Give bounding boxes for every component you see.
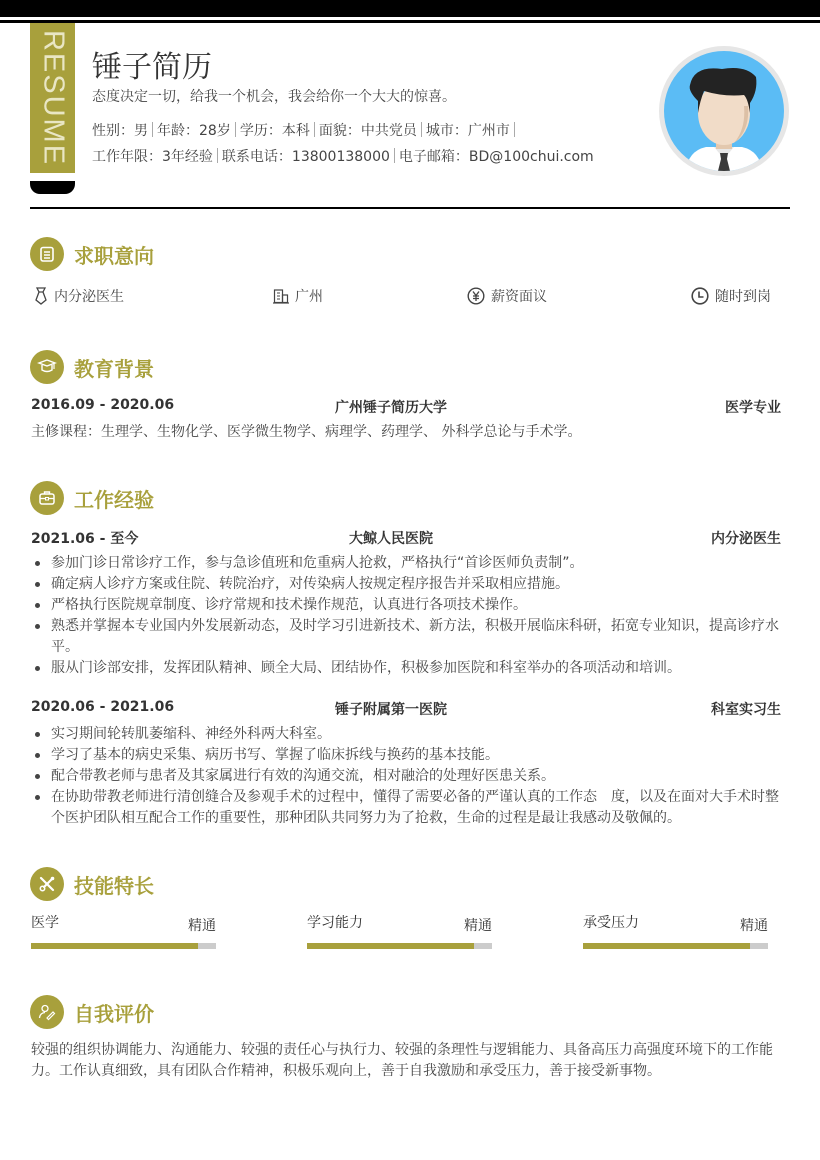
separator bbox=[314, 122, 315, 137]
education-row bbox=[31, 397, 781, 417]
section-self-eval-header bbox=[30, 995, 154, 1029]
section-education-header bbox=[30, 350, 154, 384]
info-education: 学历：本科 bbox=[239, 123, 310, 139]
section-experience-header bbox=[30, 481, 154, 515]
skill-name: 承受压力 bbox=[583, 915, 639, 931]
motto: 态度决定一切，给我一个机会，我会给你一个大大的惊喜。 bbox=[92, 89, 456, 105]
resume-tab-label: RESUME bbox=[37, 29, 69, 167]
separator bbox=[394, 148, 395, 163]
job-period: 2020.06 - 2021.06 bbox=[31, 699, 175, 715]
section-title: 自我评价 bbox=[74, 1001, 154, 1026]
skill-progress-bar bbox=[583, 943, 768, 949]
job-row-2 bbox=[31, 699, 781, 719]
info-work-years: 工作年限：3年经验 bbox=[92, 149, 213, 165]
separator bbox=[235, 122, 236, 137]
intent-city-label: 广州 bbox=[295, 289, 323, 305]
duty-item: 严格执行医院规章制度、诊疗常规和技术操作规范，认真进行各项技术操作。 bbox=[31, 595, 791, 616]
skill-level: 精通 bbox=[188, 918, 216, 934]
skill-progress-fill bbox=[583, 943, 750, 949]
skill-medicine bbox=[31, 912, 216, 952]
top-black-bar bbox=[0, 0, 820, 17]
skill-name: 学习能力 bbox=[307, 915, 363, 931]
basic-info-line-2 bbox=[92, 146, 594, 166]
intent-availability-label: 随时到岗 bbox=[715, 289, 771, 305]
skill-progress-bar bbox=[307, 943, 492, 949]
job-role: 科室实习生 bbox=[711, 702, 781, 718]
header-divider bbox=[30, 207, 790, 209]
duty-item: 熟悉并掌握本专业国内外发展新动态，及时学习引进新技术、新方法，积极开展临床科研，拓宽专业知识，提高诊疗水平。 bbox=[31, 616, 791, 658]
duty-item: 学习了基本的病史采集、病历书写、掌握了临床拆线与换药的基本技能。 bbox=[31, 745, 791, 766]
intent-city bbox=[273, 286, 323, 306]
section-title: 求职意向 bbox=[74, 243, 154, 268]
section-job-intent-header bbox=[30, 237, 154, 271]
job-2-duties bbox=[31, 724, 791, 829]
intent-availability bbox=[691, 286, 771, 306]
section-title: 技能特长 bbox=[74, 873, 154, 898]
info-email: 电子邮箱：BD@100chui.com bbox=[398, 149, 594, 165]
separator bbox=[421, 122, 422, 137]
duty-item: 配合带教老师与患者及其家属进行有效的沟通交流，相对融洽的处理好医患关系。 bbox=[31, 766, 791, 787]
avatar-illustration bbox=[664, 51, 784, 171]
job-role: 内分泌医生 bbox=[711, 531, 781, 547]
duty-item: 在协助带教老师进行清创缝合及参观手术的过程中，懂得了需要必备的严谨认真的工作态 度，以及在面对大手术时整个医护团队相互配合工作的重要性，那种团队共同努力为了抢救，生命的过程是最让我感动及敬佩的。 bbox=[31, 787, 791, 829]
person-pen-icon bbox=[30, 995, 64, 1029]
info-age: 年龄：28岁 bbox=[157, 123, 231, 139]
resume-side-tab bbox=[30, 23, 75, 173]
job-row-1 bbox=[31, 528, 781, 548]
duty-item: 服从门诊部安排，发挥团队精神、顾全大局、团结协作，积极参加医院和科室举办的各项活动和培训。 bbox=[31, 658, 791, 679]
skill-progress-fill bbox=[307, 943, 474, 949]
section-title: 工作经验 bbox=[74, 487, 154, 512]
info-city: 城市：广州市 bbox=[425, 123, 510, 139]
skill-learning bbox=[307, 912, 492, 952]
education-courses: 主修课程：生理学、生物化学、医学微生物学、病理学、药理学、 外科学总论与手术学。 bbox=[31, 424, 582, 440]
tie-icon bbox=[34, 287, 48, 305]
section-skills-header bbox=[30, 867, 154, 901]
intent-salary bbox=[467, 286, 547, 306]
info-political: 面貌：中共党员 bbox=[318, 123, 417, 139]
separator bbox=[514, 122, 515, 137]
clock-icon bbox=[691, 287, 709, 305]
education-period: 2016.09 - 2020.06 bbox=[31, 397, 175, 413]
education-school: 广州锤子简历大学 bbox=[335, 400, 447, 416]
person-avatar-icon bbox=[664, 51, 784, 171]
intent-position-label: 内分泌医生 bbox=[54, 289, 124, 305]
education-major: 医学专业 bbox=[725, 400, 781, 416]
section-title: 教育背景 bbox=[74, 356, 154, 381]
basic-info-line-1 bbox=[92, 120, 519, 140]
avatar bbox=[659, 46, 789, 176]
skill-pressure bbox=[583, 912, 768, 952]
duty-item: 确定病人诊疗方案或住院、转院治疗，对传染病人按规定程序报告并采取相应措施。 bbox=[31, 574, 791, 595]
job-1-duties bbox=[31, 553, 791, 679]
job-period: 2021.06 - 至今 bbox=[31, 531, 139, 547]
briefcase-icon bbox=[30, 481, 64, 515]
clipboard-icon bbox=[30, 237, 64, 271]
intent-salary-label: 薪资面议 bbox=[491, 289, 547, 305]
skill-name: 医学 bbox=[31, 915, 59, 931]
skill-level: 精通 bbox=[740, 918, 768, 934]
tools-icon bbox=[30, 867, 64, 901]
duty-item: 参加门诊日常诊疗工作，参与急诊值班和危重病人抢救，严格执行“首诊医师负责制”。 bbox=[31, 553, 791, 574]
top-rule bbox=[0, 20, 820, 23]
job-intent-row bbox=[30, 286, 790, 306]
intent-position bbox=[34, 286, 124, 306]
skill-progress-bar bbox=[31, 943, 216, 949]
skill-progress-fill bbox=[31, 943, 198, 949]
job-company: 锤子附属第一医院 bbox=[335, 702, 447, 718]
graduation-cap-icon bbox=[30, 350, 64, 384]
job-company: 大鲸人民医院 bbox=[349, 531, 433, 547]
separator bbox=[217, 148, 218, 163]
skill-level: 精通 bbox=[464, 918, 492, 934]
building-icon bbox=[273, 288, 289, 304]
candidate-name: 锤子简历 bbox=[92, 50, 212, 85]
info-gender: 性别：男 bbox=[92, 123, 148, 139]
resume-tab-cap bbox=[30, 181, 75, 194]
yen-icon bbox=[467, 287, 485, 305]
duty-item: 实习期间轮转肌萎缩科、神经外科两大科室。 bbox=[31, 724, 791, 745]
info-phone: 联系电话：13800138000 bbox=[221, 149, 390, 165]
separator bbox=[152, 122, 153, 137]
self-eval-text: 较强的组织协调能力、沟通能力、较强的责任心与执行力、较强的条理性与逻辑能力、具备高压力高强度环境下的工作能力。工作认真细致，具有团队合作精神，积极乐观向上，善于自我激励和承受压力，善于接受新事物。 bbox=[31, 1042, 773, 1079]
